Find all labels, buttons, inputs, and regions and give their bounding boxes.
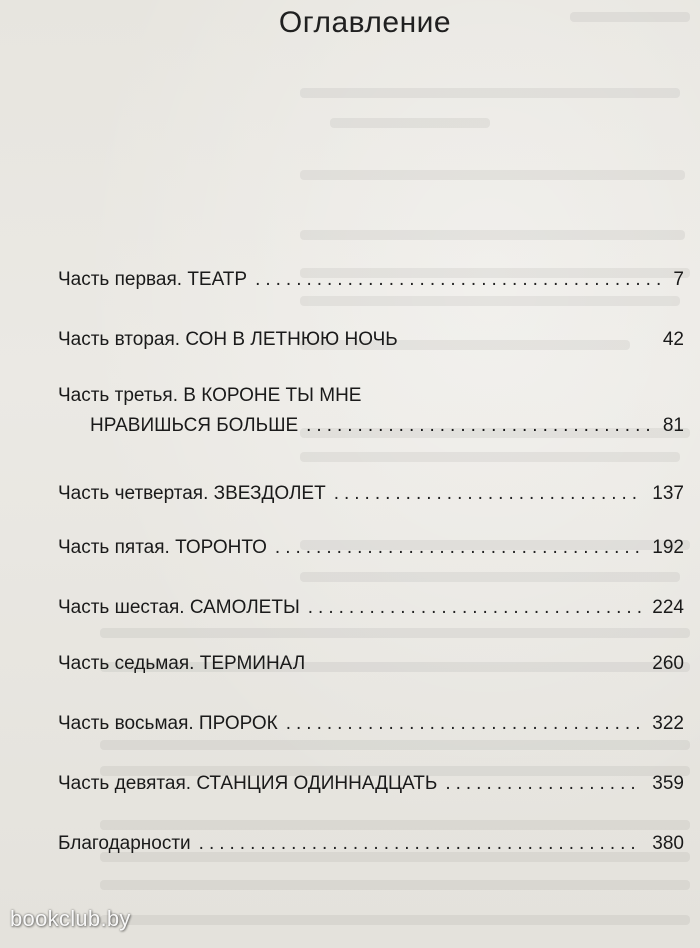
toc-entry-part-5 xyxy=(58,536,684,560)
dot-leader xyxy=(275,536,642,560)
page-title: Оглавление xyxy=(278,6,452,39)
toc-entry-label: Часть шестая. САМОЛЕТЫ xyxy=(58,597,300,618)
toc-entry-label: Часть третья. В КОРОНЕ ТЫ МНЕ xyxy=(58,385,362,406)
toc-entry-label: Часть девятая. СТАНЦИЯ ОДИННАДЦАТЬ xyxy=(58,773,438,794)
toc-entry-page: 81 xyxy=(662,415,684,436)
toc-entry-page: 224 xyxy=(652,597,684,618)
dot-leader xyxy=(286,712,643,736)
toc-entry-label: Часть восьмая. ПРОРОК xyxy=(58,713,278,734)
toc-entry-part-8 xyxy=(58,712,684,736)
toc-entry-page: 359 xyxy=(652,773,684,794)
toc-entry-part-6 xyxy=(58,596,684,620)
dot-leader xyxy=(255,268,663,292)
toc-entry-label: Часть пятая. ТОРОНТО xyxy=(58,537,267,558)
toc-entry-label: Благодарности xyxy=(58,833,191,854)
dot-leader xyxy=(308,596,643,620)
dot-leader xyxy=(199,832,643,856)
toc-entry-label-continued: НРАВИШЬСЯ БОЛЬШЕ xyxy=(90,415,299,436)
toc-entry-page: 380 xyxy=(652,833,684,854)
toc-entry-label: Часть четвертая. ЗВЕЗДОЛЕТ xyxy=(58,483,326,504)
toc-entry-page: 192 xyxy=(652,537,684,558)
dot-leader xyxy=(306,414,653,438)
dot-leader xyxy=(445,772,642,796)
toc-entry-part-9 xyxy=(58,772,684,796)
toc-entry-part-1 xyxy=(58,268,684,292)
toc-entry-part-3 xyxy=(58,384,684,438)
toc-entry-page: 7 xyxy=(673,269,684,290)
toc-entry-part-7 xyxy=(58,652,684,676)
toc-entry-page: 42 xyxy=(662,329,684,350)
site-watermark: bookclub.by xyxy=(10,906,131,931)
toc-entry-acknowledgements xyxy=(58,832,684,856)
toc-entry-page: 322 xyxy=(652,713,684,734)
toc-entry-label: Часть первая. ТЕАТР xyxy=(58,269,248,290)
toc-entry-label: Часть вторая. СОН В ЛЕТНЮЮ НОЧЬ xyxy=(58,329,398,350)
toc-entry-page: 137 xyxy=(652,483,684,504)
toc-entry-page: 260 xyxy=(652,653,684,674)
toc-entry-part-2 xyxy=(58,328,684,352)
dot-leader xyxy=(334,482,643,506)
toc-entry-label: Часть седьмая. ТЕРМИНАЛ xyxy=(58,653,306,674)
toc-entry-part-4 xyxy=(58,482,684,506)
